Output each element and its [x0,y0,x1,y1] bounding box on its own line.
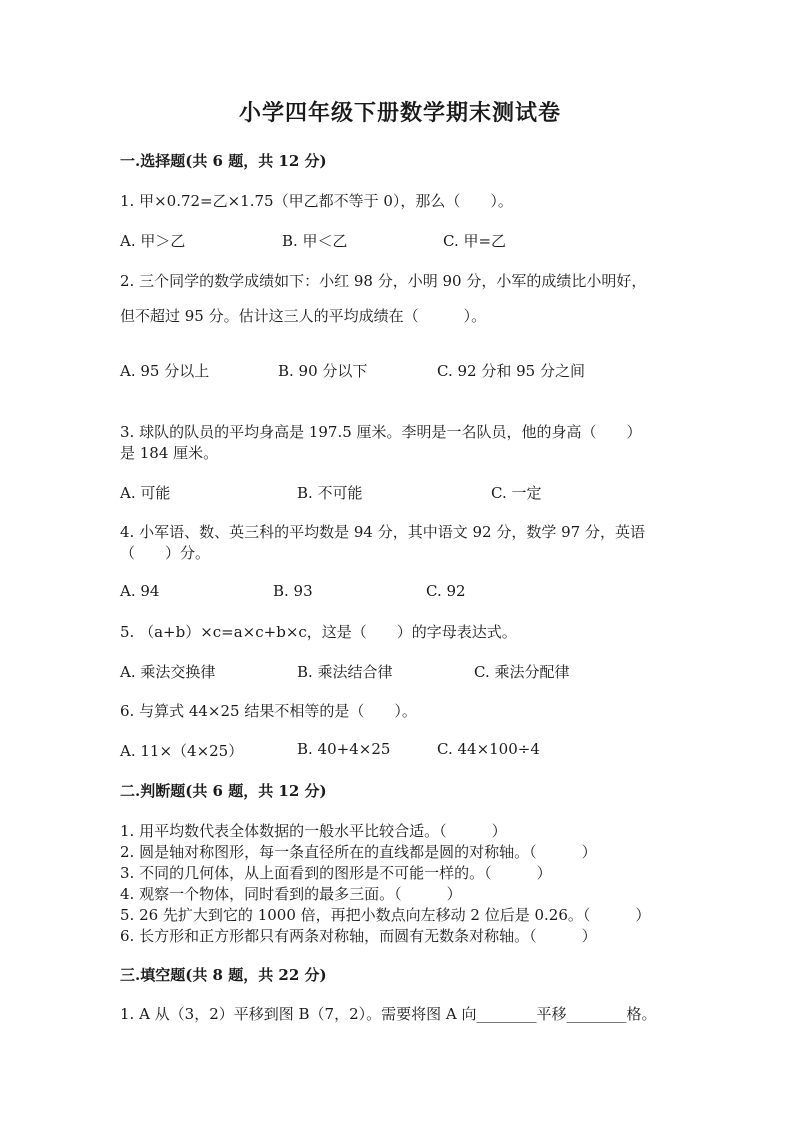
judge-item: 4. 观察一个物体，同时看到的最多三面。（ ） [120,885,462,903]
question-text: （ ）分。 [120,544,211,562]
option-b: B. 甲＜乙 [282,232,348,250]
question-text: 4. 小军语、数、英三科的平均数是 94 分，其中语文 92 分，数学 97 分，英语 [120,523,645,541]
option-b: B. 93 [273,582,313,600]
option-a: A. 95 分以上 [120,362,210,380]
option-c: C. 92 分和 95 分之间 [437,362,585,380]
section-heading-choice: 一.选择题(共 6 题，共 12 分) [120,152,327,170]
option-b: B. 90 分以下 [278,362,368,380]
section-heading-fill: 三.填空题(共 8 题，共 22 分) [120,966,327,984]
option-b: B. 不可能 [297,484,363,502]
question-text: 5. （a+b）×c=a×c+b×c，这是（ ）的字母表达式。 [120,623,517,641]
option-a: A. 94 [120,582,160,600]
question-text: 但不超过 95 分。估计这三人的平均成绩在（ ）。 [120,307,487,325]
option-a: A. 11×（4×25） [120,742,244,760]
option-b: B. 乘法结合律 [297,663,393,681]
judge-item: 1. 用平均数代表全体数据的一般水平比较合适。（ ） [120,822,507,840]
judge-item: 6. 长方形和正方形都只有两条对称轴，而圆有无数条对称轴。（ ） [120,927,597,945]
option-a: A. 甲＞乙 [120,232,186,250]
question-text: 是 184 厘米。 [120,444,219,462]
option-c: C. 一定 [491,484,542,502]
option-b: B. 40+4×25 [297,740,391,758]
page-title: 小学四年级下册数学期末测试卷 [238,100,561,126]
fill-item: 1. A 从（3，2）平移到图 B（7，2）。需要将图 A 向________平移________格。 [120,1005,657,1023]
question-text: 1. 甲×0.72=乙×1.75（甲乙都不等于 0），那么（ ）。 [120,192,513,210]
question-text: 6. 与算式 44×25 结果不相等的是（ ）。 [120,702,417,720]
option-c: C. 44×100÷4 [437,740,540,758]
section-heading-judge: 二.判断题(共 6 题，共 12 分) [120,782,327,800]
option-a: A. 可能 [120,484,171,502]
judge-item: 2. 圆是轴对称图形，每一条直径所在的直线都是圆的对称轴。（ ） [120,843,597,861]
option-a: A. 乘法交换律 [120,663,216,681]
question-text: 3. 球队的队员的平均身高是 197.5 厘米。李明是一名队员，他的身高（ ） [120,423,642,441]
option-c: C. 乘法分配律 [474,663,570,681]
option-c: C. 92 [426,582,466,600]
judge-item: 5. 26 先扩大到它的 1000 倍，再把小数点向左移动 2 位后是 0.26。（ ） [120,906,651,924]
judge-item: 3. 不同的几何体，从上面看到的图形是不可能一样的。（ ） [120,864,552,882]
question-text: 2. 三个同学的数学成绩如下：小红 98 分，小明 90 分，小军的成绩比小明好， [120,272,647,290]
option-c: C. 甲=乙 [443,232,507,250]
